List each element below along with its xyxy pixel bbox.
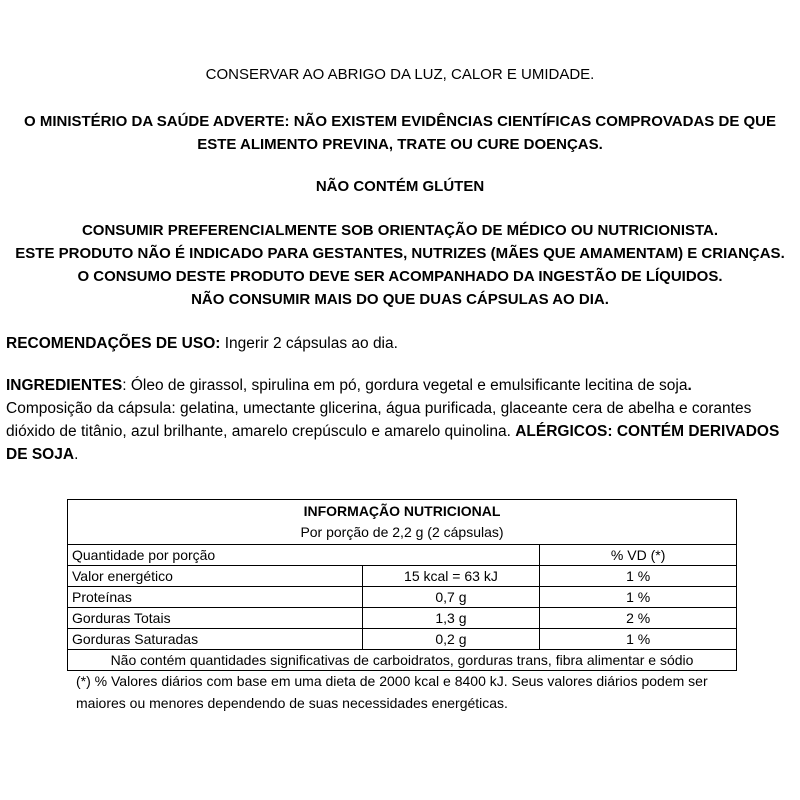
allergen-end: . (74, 446, 79, 463)
ingredients-paragraph (6, 374, 796, 466)
table-row (68, 629, 737, 650)
daily-values-footnote: (*) % Valores diários com base em uma dieta de 2000 kcal e 8400 kJ. Seus valores diários podem ser maiores ou menores dependendo de suas necessidades energéticas. (76, 673, 708, 711)
ingredients-list: : Óleo de girassol, spirulina em pó, gordura vegetal e emulsificante lecitina de soja (122, 377, 688, 394)
consumption-line: ESTE PRODUTO NÃO É INDICADO PARA GESTANTES, NUTRIZES (MÃES QUE AMAMENTAM) E CRIANÇAS. (15, 245, 785, 262)
usage-label: RECOMENDAÇÕES DE USO: (6, 335, 221, 352)
table-row (68, 587, 737, 608)
consumption-line: CONSUMIR PREFERENCIALMENTE SOB ORIENTAÇÃO DE MÉDICO OU NUTRICIONISTA. (81, 222, 719, 239)
ingredients-period: . (687, 377, 692, 394)
quantity-header: Quantidade por porção (68, 545, 540, 566)
allergen-warning: ALÉRGICOS: CONTÉM DERIVADOS DE SOJA (6, 423, 780, 463)
ministry-warning (0, 110, 800, 156)
nutrient-vd: 1 % (540, 566, 737, 587)
nutrient-name: Gorduras Saturadas (68, 629, 363, 650)
nutrition-header (68, 500, 737, 545)
nutrition-note: Não contém quantidades significativas de carboidratos, gorduras trans, fibra alimentar e sódio (68, 650, 737, 671)
nutrient-name: Valor energético (68, 566, 363, 587)
nutrient-name: Gorduras Totais (68, 608, 363, 629)
nutrition-title: INFORMAÇÃO NUTRICIONAL (303, 503, 501, 519)
storage-instruction: CONSERVAR AO ABRIGO DA LUZ, CALOR E UMIDADE. (205, 66, 595, 83)
nutrition-header-row (68, 500, 737, 545)
nutrient-amount: 0,2 g (362, 629, 540, 650)
ministry-warning-line: ESTE ALIMENTO PREVINA, TRATE OU CURE DOENÇAS. (197, 136, 603, 153)
usage-text: Ingerir 2 cápsulas ao dia. (220, 335, 398, 352)
ministry-warning-line: O MINISTÉRIO DA SAÚDE ADVERTE: NÃO EXISTEM EVIDÊNCIAS CIENTÍFICAS COMPROVADAS DE QUE (23, 113, 776, 130)
ingredients-label: INGREDIENTES (6, 377, 123, 394)
consumption-line: O CONSUMO DESTE PRODUTO DEVE SER ACOMPANHADO DA INGESTÃO DE LÍQUIDOS. (77, 268, 723, 285)
table-row (68, 608, 737, 629)
nutrient-vd: 1 % (540, 587, 737, 608)
capsule-composition: Composição da cápsula: gelatina, umectante glicerina, água purificada, glaceante cera de abelha e corantes dióxido de titânio, azul brilhante, amarelo crepúsculo e amarelo quinolina. (6, 400, 752, 440)
nutrient-vd: 1 % (540, 629, 737, 650)
gluten-notice: NÃO CONTÉM GLÚTEN (315, 178, 485, 195)
vd-header: % VD (*) (540, 545, 737, 566)
consumption-line: NÃO CONSUMIR MAIS DO QUE DUAS CÁPSULAS AO DIA. (191, 291, 609, 308)
nutrient-amount: 15 kcal = 63 kJ (362, 566, 540, 587)
nutrient-amount: 0,7 g (362, 587, 540, 608)
nutrition-note-row (68, 650, 737, 671)
usage-recommendation (6, 332, 796, 355)
nutrient-vd: 2 % (540, 608, 737, 629)
consumption-warnings (0, 219, 800, 311)
nutrition-table (67, 499, 737, 671)
serving-size: Por porção de 2,2 g (2 cápsulas) (300, 524, 504, 540)
nutrient-amount: 1,3 g (362, 608, 540, 629)
table-row (68, 566, 737, 587)
column-header-row (68, 545, 737, 566)
nutrient-name: Proteínas (68, 587, 363, 608)
